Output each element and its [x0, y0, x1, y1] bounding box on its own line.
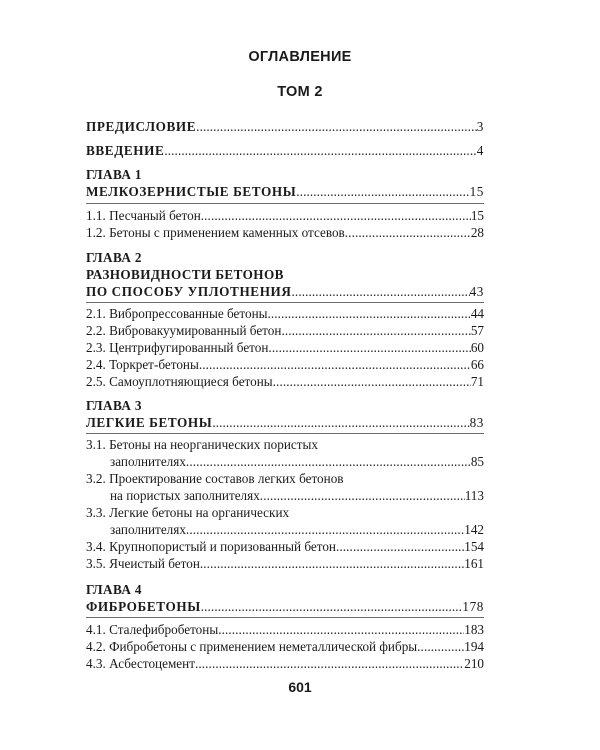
entry-label: заполнителях — [110, 454, 186, 469]
entry-page: 83 — [469, 415, 484, 430]
entry-page: 4 — [476, 143, 484, 158]
divider — [86, 433, 484, 434]
dot-leader — [260, 488, 465, 504]
dot-leader — [164, 143, 476, 159]
entry-label: 3.5. Ячеистый бетон — [86, 556, 200, 571]
dot-leader — [212, 415, 469, 431]
entry-page: 113 — [464, 488, 484, 503]
entry-page: 161 — [464, 556, 484, 571]
toc-entry-chapter-1[interactable] — [86, 184, 484, 200]
dot-leader — [199, 357, 471, 373]
toc-entry-3-1[interactable] — [110, 454, 484, 470]
entry-label: на пористых заполнителях — [110, 488, 260, 503]
entry-label: ВВЕДЕНИЕ — [86, 143, 165, 158]
entry-label: ПО СПОСОБУ УПЛОТНЕНИЯ — [86, 284, 292, 299]
toc-entry-3-2-line1: 3.2. Проектирование составов легких бетонов — [86, 471, 344, 486]
toc-entry-2-5[interactable] — [86, 374, 484, 390]
toc-entry-3-1-line1: 3.1. Бетоны на неорганических пористых — [86, 437, 318, 452]
entry-label: 1.1. Песчаный бетон — [86, 208, 201, 223]
entry-label: 2.3. Центрифугированный бетон — [86, 340, 269, 355]
dot-leader — [201, 599, 463, 615]
chapter-4-heading: ГЛАВА 4 — [86, 582, 142, 597]
entry-label: 2.4. Торкрет-бетоны — [86, 357, 199, 372]
dot-leader — [345, 225, 471, 241]
toc-title: ОГЛАВЛЕНИЕ — [248, 49, 352, 65]
dot-leader — [273, 374, 471, 390]
dot-leader — [186, 454, 471, 470]
toc-entry-2-1[interactable] — [86, 306, 484, 322]
entry-label: заполнителях — [110, 522, 186, 537]
dot-leader — [186, 522, 464, 538]
entry-label: 3.4. Крупнопористый и поризованный бетон — [86, 539, 336, 554]
entry-page: 194 — [464, 639, 484, 654]
toc-entry-chapter-3[interactable] — [86, 415, 484, 431]
page-number: 601 — [288, 679, 312, 695]
entry-label: ПРЕДИСЛОВИЕ — [86, 119, 197, 134]
chapter-3-heading: ГЛАВА 3 — [86, 398, 142, 413]
dot-leader — [267, 306, 470, 322]
dot-leader — [201, 208, 471, 224]
toc-entry-chapter-2[interactable] — [86, 284, 484, 300]
entry-page: 183 — [464, 622, 484, 637]
divider — [86, 203, 484, 204]
toc-entry-2-3[interactable] — [86, 340, 484, 356]
toc-entry-preface[interactable] — [86, 119, 484, 135]
entry-page: 85 — [470, 454, 484, 469]
dot-leader — [417, 639, 464, 655]
chapter-2-title-line1: РАЗНОВИДНОСТИ БЕТОНОВ — [86, 267, 284, 282]
toc-entry-4-1[interactable] — [86, 622, 484, 638]
entry-page: 15 — [470, 208, 484, 223]
dot-leader — [195, 656, 464, 672]
entry-label: 2.2. Вибровакуумированный бетон — [86, 323, 282, 338]
toc-entry-chapter-4[interactable] — [86, 599, 484, 615]
toc-entry-3-5[interactable] — [86, 556, 484, 572]
dot-leader — [281, 323, 470, 339]
chapter-1-heading: ГЛАВА 1 — [86, 167, 142, 182]
toc-entry-3-2[interactable] — [110, 488, 484, 504]
dot-leader — [296, 184, 469, 200]
volume-title: ТОМ 2 — [277, 84, 323, 100]
entry-page: 3 — [476, 119, 484, 134]
entry-page: 44 — [470, 306, 484, 321]
entry-page: 60 — [470, 340, 484, 355]
toc-entry-3-3[interactable] — [110, 522, 484, 538]
dot-leader — [196, 119, 477, 135]
dot-leader — [200, 556, 464, 572]
entry-label: ФИБРОБЕТОНЫ — [86, 599, 201, 614]
toc-entry-4-2[interactable] — [86, 639, 484, 655]
entry-page: 43 — [469, 284, 484, 299]
dot-leader — [292, 284, 470, 300]
dot-leader — [268, 340, 470, 356]
entry-page: 142 — [464, 522, 484, 537]
entry-label: ЛЕГКИЕ БЕТОНЫ — [86, 415, 213, 430]
toc-entry-1-2[interactable] — [86, 225, 484, 241]
entry-page: 57 — [470, 323, 484, 338]
toc-entry-2-4[interactable] — [86, 357, 484, 373]
toc-entry-introduction[interactable] — [86, 143, 484, 159]
entry-label: МЕЛКОЗЕРНИСТЫЕ БЕТОНЫ — [86, 184, 297, 199]
entry-page: 15 — [469, 184, 484, 199]
chapter-2-heading: ГЛАВА 2 — [86, 250, 142, 265]
entry-page: 210 — [464, 656, 484, 671]
entry-label: 1.2. Бетоны с применением каменных отсевов — [86, 225, 345, 240]
entry-label: 4.1. Сталефибробетоны — [86, 622, 219, 637]
entry-label: 4.2. Фибробетоны с применением неметаллической фибры — [86, 639, 418, 654]
toc-entry-3-3-line1: 3.3. Легкие бетоны на органических — [86, 505, 290, 520]
entry-page: 178 — [462, 599, 484, 614]
toc-entry-4-3[interactable] — [86, 656, 484, 672]
entry-page: 28 — [470, 225, 484, 240]
toc-entry-1-1[interactable] — [86, 208, 484, 224]
entry-label: 4.3. Асбестоцемент — [86, 656, 195, 671]
entry-label: 2.5. Самоуплотняющиеся бетоны — [86, 374, 273, 389]
entry-label: 2.1. Вибропрессованные бетоны — [86, 306, 268, 321]
dot-leader — [336, 539, 464, 555]
divider — [86, 617, 484, 618]
toc-entry-2-2[interactable] — [86, 323, 484, 339]
dot-leader — [218, 622, 464, 638]
entry-page: 71 — [470, 374, 484, 389]
entry-page: 154 — [464, 539, 484, 554]
entry-page: 66 — [470, 357, 484, 372]
divider — [86, 302, 484, 303]
toc-entry-3-4[interactable] — [86, 539, 484, 555]
